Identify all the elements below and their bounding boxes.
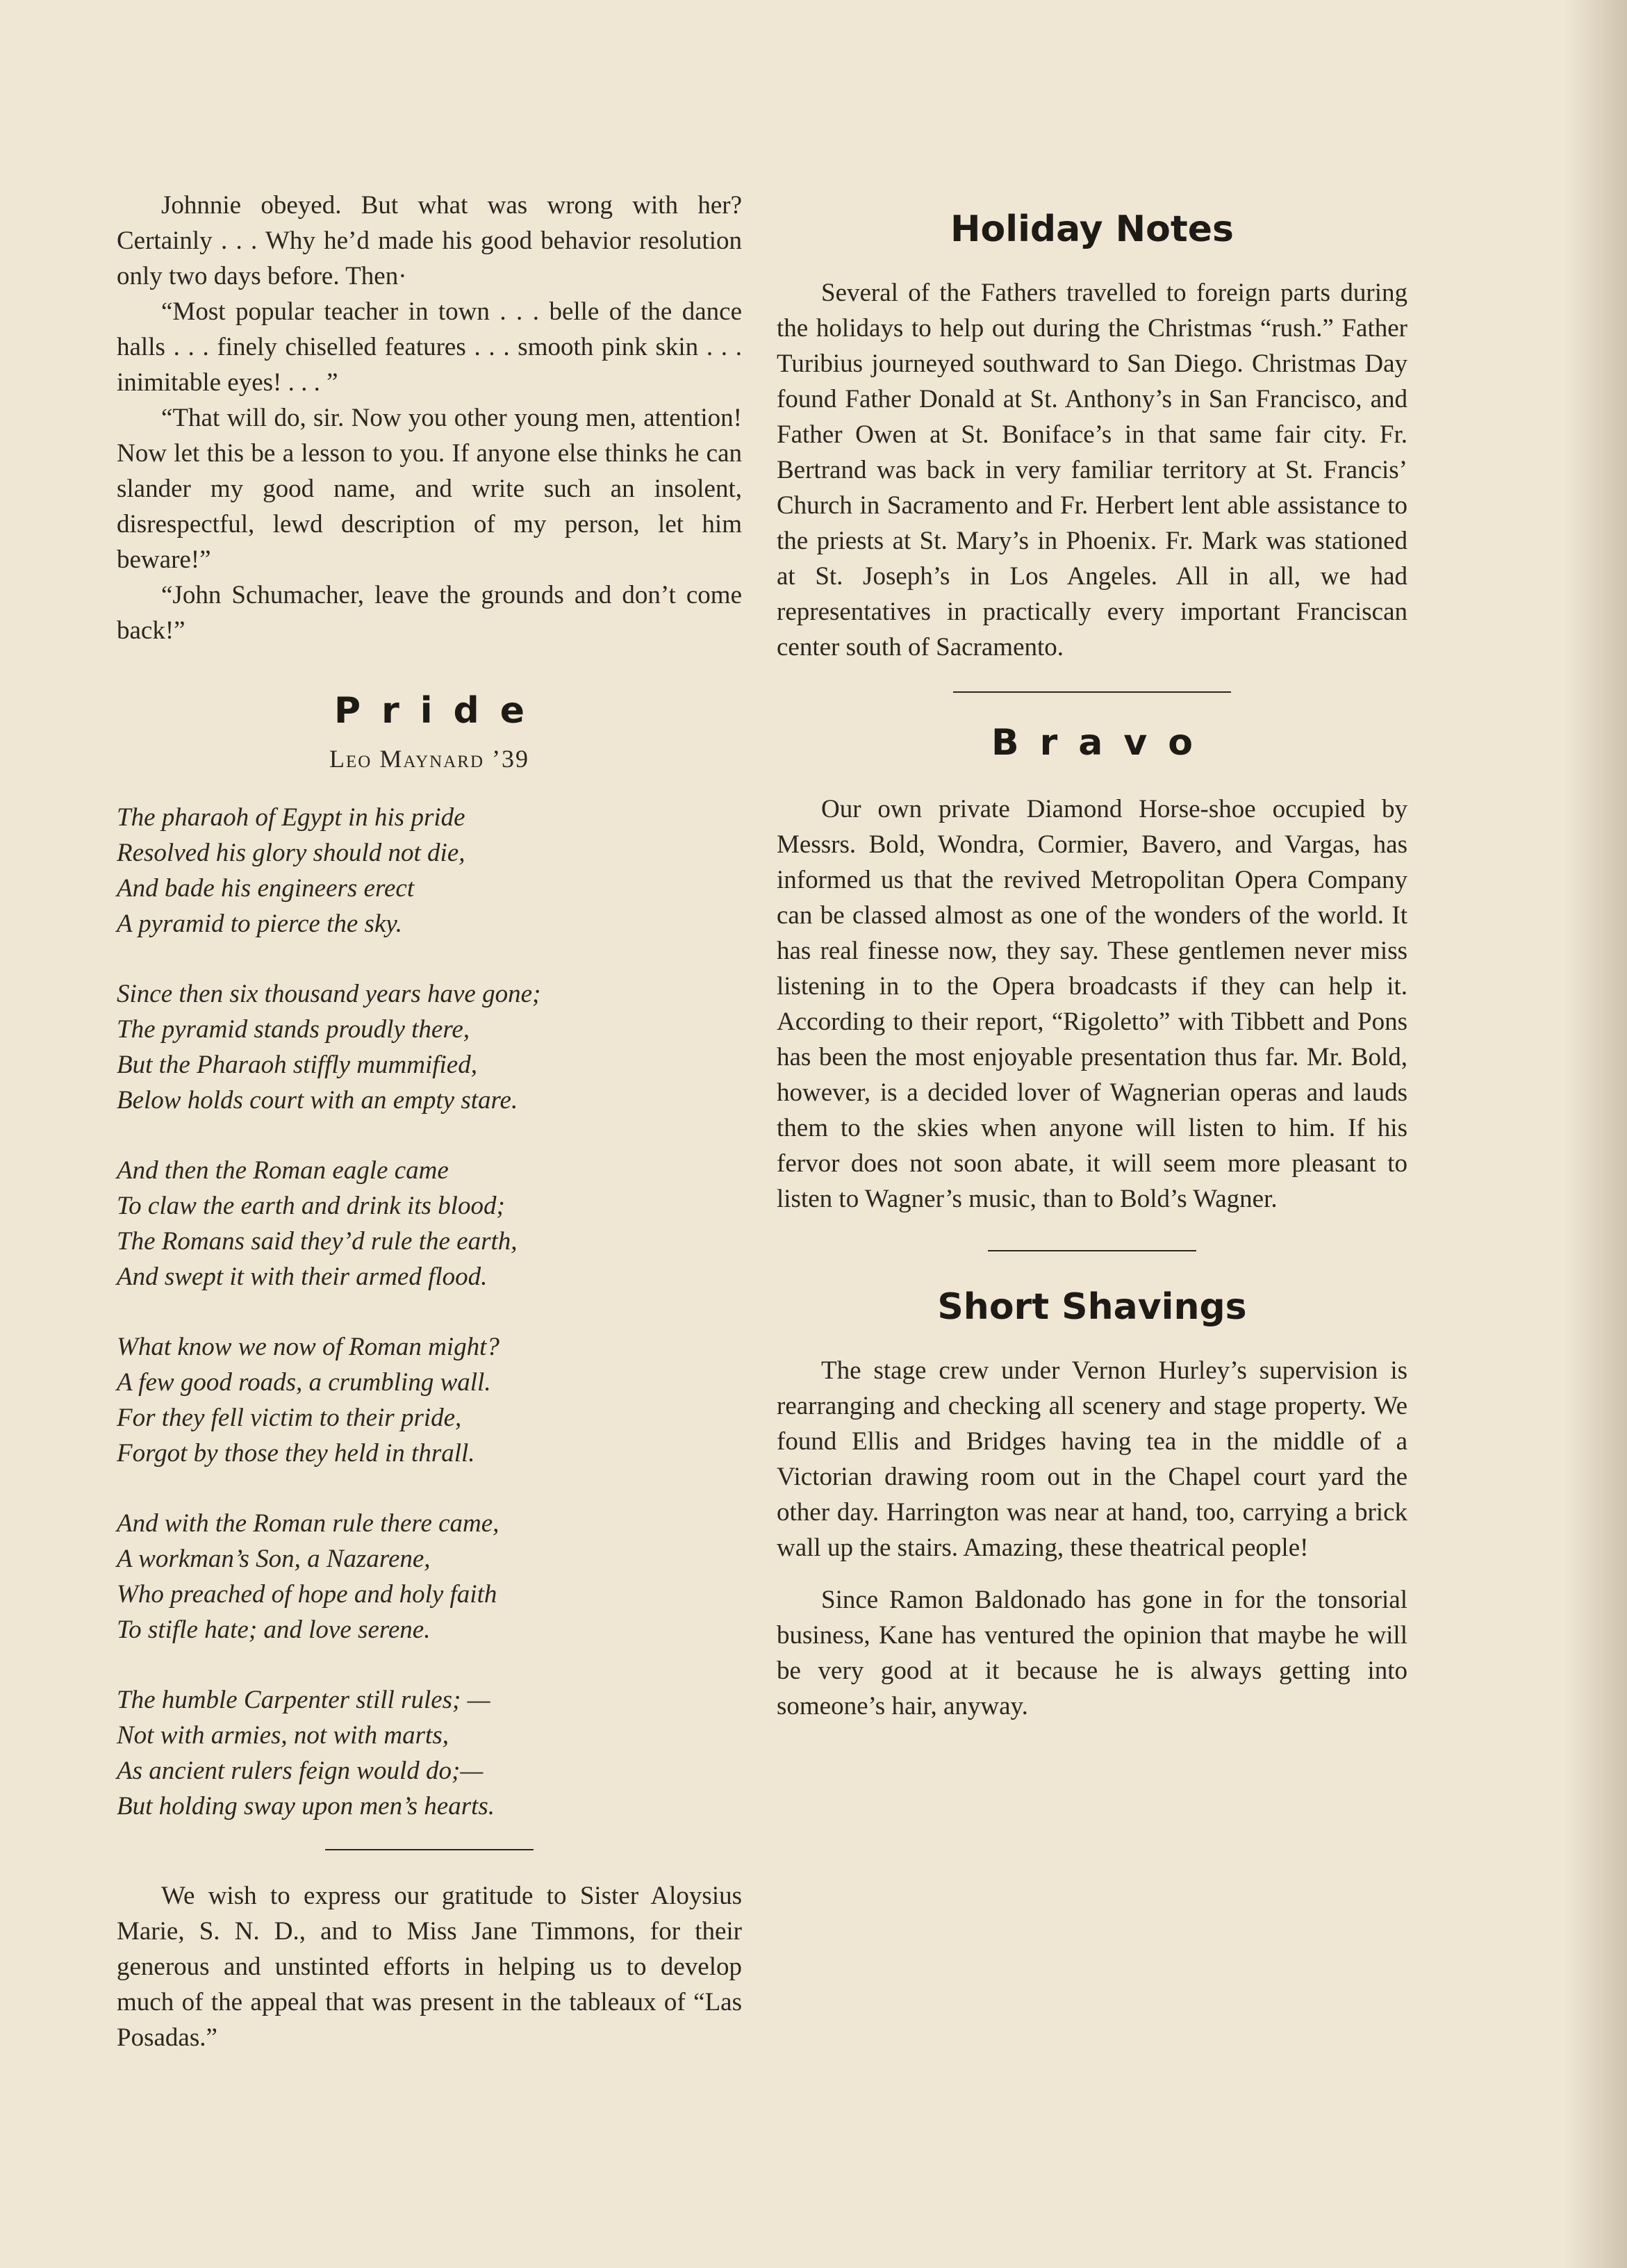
poem-body — [117, 800, 742, 1824]
poem-line: Resolved his glory should not die, — [117, 839, 465, 867]
poem-stanza — [117, 1682, 742, 1824]
poem-line: For they fell victim to their pride, — [117, 1404, 462, 1432]
poem-line: The pyramid stands proudly there, — [117, 1015, 470, 1044]
poem-stanza — [117, 976, 742, 1118]
holiday-notes-title: Holiday Notes — [950, 208, 1234, 250]
poem-stanza — [117, 800, 742, 942]
poem-line: And with the Roman rule there came, — [117, 1509, 499, 1538]
gratitude-paragraph: We wish to express our gratitude to Sister Aloysius Marie, S. N. D., and to Miss Jane Timmons, for their generous and unstinted efforts in helping us to develop much of the appeal that was present in the tableaux of “Las Posadas.” — [117, 1882, 742, 2052]
short-shavings-title: Short Shavings — [937, 1286, 1247, 1328]
poem-line: And bade his engineers erect — [117, 874, 415, 903]
short-shavings-paragraph: The stage crew under Vernon Hurley’s supervision is rearranging and checking all scenery and stage property. We found Ellis and Bridges having tea in the middle of a Victorian drawing room out in the Chapel court yard the other day. Harrington was near at hand, too, carrying a brick wall up the stairs. Amazing, these theatrical people! — [777, 1356, 1407, 1562]
story-paragraph: Johnnie obeyed. But what was wrong with her? Certainly . . . Why he’d made his good behavior resolution only two days before. Then· — [117, 191, 742, 290]
bravo-title: Bravo — [991, 722, 1214, 764]
poem-line: A workman’s Son, a Nazarene, — [117, 1545, 431, 1573]
bravo-text: Our own private Diamond Horse-shoe occupied by Messrs. Bold, Wondra, Cormier, Bavero, and Vargas, has informed us that the revived Metropolitan Opera Company can be classed almost as one of the wonders of the world. It has real finesse now, they say. These gentlemen never miss listening in to the Opera broadcasts if they can help it. According to their report, “Rigoletto” with Tibbett and Pons has been the most enjoyable presentation thus far. Mr. Bold, however, is a decided lover of Wagnerian operas and lauds them to the skies when anyone will listen to him. If his fervor does not soon abate, it will seem more pleasant to listen to Wagner’s music, than to Bold’s Wagner. — [777, 795, 1407, 1213]
section-divider — [988, 1250, 1196, 1251]
poem-line: A pyramid to pierce the sky. — [117, 910, 403, 938]
poem-line: Since then six thousand years have gone; — [117, 980, 541, 1008]
holiday-notes-text: Several of the Fathers travelled to foreign parts during the holidays to help out during the Christmas “rush.” Father Turibius journeyed southward to San Diego. Christmas Day found Father Donald at St. Anthony’s in San Francisco, and Father Owen at St. Boniface’s in that same fair city. Fr. Bertrand was back in very familiar territory at St. Francis’ Church in Sacramento and Fr. Herbert lent able assistance to the priests at St. Mary’s in Phoenix. Fr. Mark was stationed at St. Joseph’s in Los Angeles. All in all, we had representatives in practically every important Franciscan center south of Sacramento. — [777, 279, 1407, 662]
poem-line: As ancient rulers feign would do;— — [117, 1757, 484, 1785]
poem-line: Below holds court with an empty stare. — [117, 1086, 518, 1115]
poem-line: But holding sway upon men’s hearts. — [117, 1792, 495, 1821]
left-column — [117, 188, 742, 2055]
poem-line: To stifle hate; and love serene. — [117, 1616, 431, 1644]
poem-line: The pharaoh of Egypt in his pride — [117, 803, 465, 832]
poem-stanza — [117, 1329, 742, 1471]
story-paragraph: “That will do, sir. Now you other young men, attention! Now let this be a lesson to you. If anyone else thinks he can slander my good name, and write such an insolent, disrespectful, lewd description of my person, let him beware!” — [117, 404, 742, 574]
story-paragraph: “John Schumacher, leave the grounds and don’t come back!” — [117, 581, 742, 645]
right-column — [777, 188, 1407, 1724]
poem-stanza — [117, 1506, 742, 1647]
poem-title: Pride — [333, 690, 546, 732]
story-paragraph: “Most popular teacher in town . . . belle of the dance halls . . . finely chiselled features . . . smooth pink skin . . . inimitable eyes! . . . ” — [117, 297, 742, 397]
poem-line: What know we now of Roman might? — [117, 1333, 499, 1361]
poem-line: To claw the earth and drink its blood; — [117, 1192, 505, 1220]
short-shavings-paragraph: Since Ramon Baldonado has gone in for the tonsorial business, Kane has ventured the opinion that maybe he will be very good at it because he is always getting into someone’s hair, anyway. — [777, 1586, 1407, 1720]
poem-line: And then the Roman eagle came — [117, 1156, 449, 1185]
section-divider — [325, 1849, 534, 1850]
poem-line: Not with armies, not with marts, — [117, 1721, 449, 1750]
poem-author: Leo Maynard ’39 — [329, 745, 529, 773]
poem-line: But the Pharaoh stiffly mummified, — [117, 1051, 477, 1079]
poem-stanza — [117, 1153, 742, 1295]
section-divider — [953, 691, 1231, 693]
poem-line: The Romans said they’d rule the earth, — [117, 1227, 518, 1256]
poem-line: The humble Carpenter still rules; — — [117, 1686, 490, 1714]
page-edge-shadow — [1564, 0, 1627, 2268]
poem-line: Who preached of hope and holy faith — [117, 1580, 497, 1609]
poem-line: Forgot by those they held in thrall. — [117, 1439, 475, 1468]
poem-line: A few good roads, a crumbling wall. — [117, 1368, 491, 1397]
poem-line: And swept it with their armed flood. — [117, 1263, 488, 1291]
